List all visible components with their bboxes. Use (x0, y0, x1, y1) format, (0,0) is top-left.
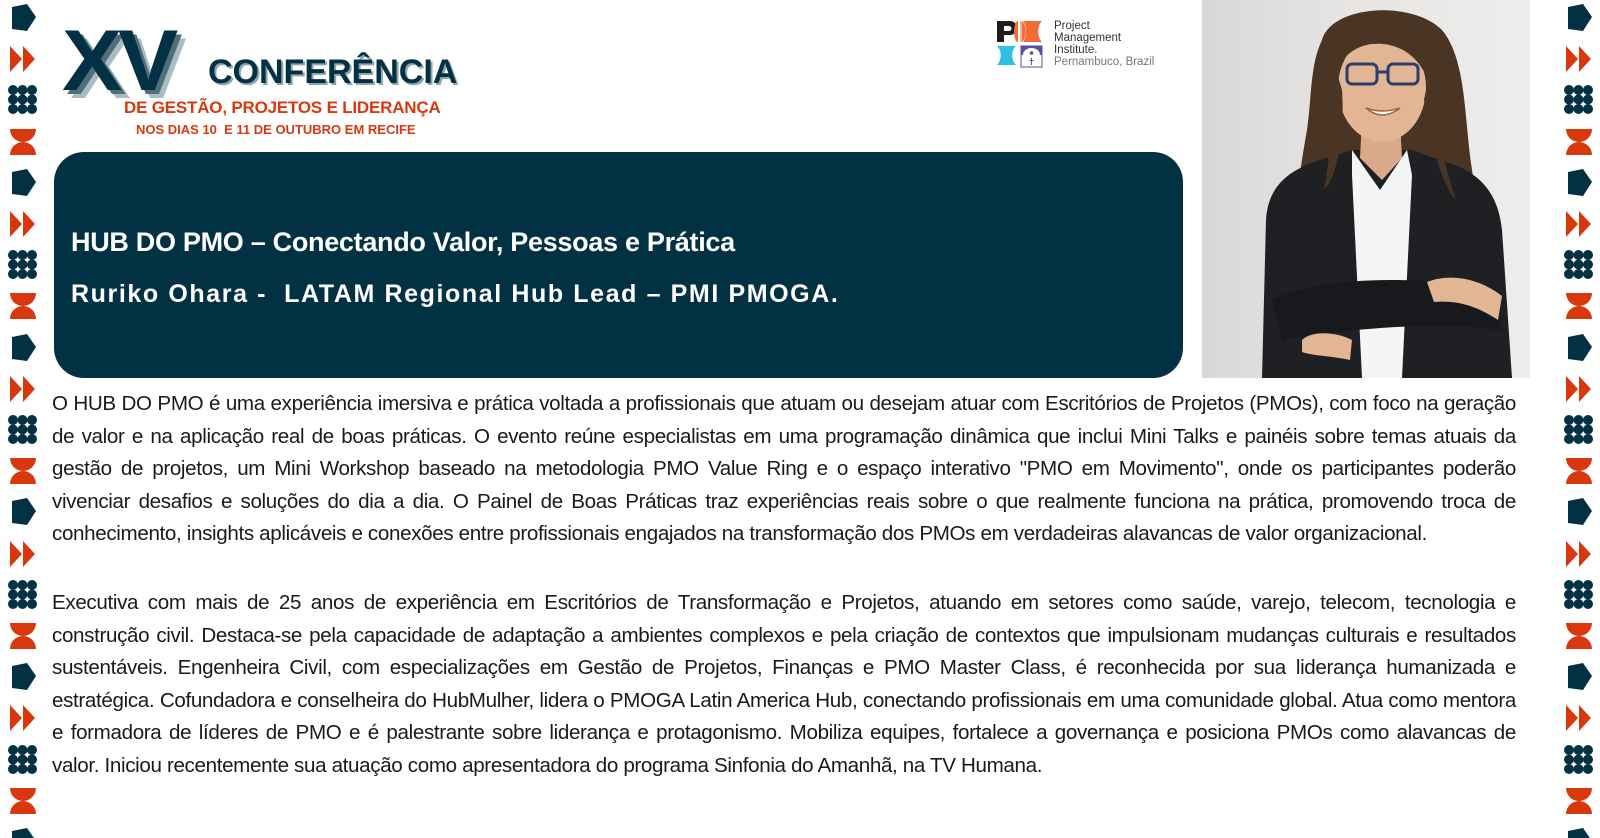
pmi-pernambuco-logo (996, 20, 1166, 72)
hourglass-icon (8, 291, 38, 321)
hourglass-icon (8, 456, 38, 486)
dot-grid-icon (8, 250, 38, 280)
double-arrow-icon (1564, 44, 1594, 74)
pentagon-icon (1564, 497, 1594, 527)
dot-grid-icon (1564, 415, 1594, 445)
dot-grid-icon (8, 85, 38, 115)
double-arrow-icon (8, 539, 38, 569)
double-arrow-icon (8, 44, 38, 74)
event-subtitle: DE GESTÃO, PROJETOS E LIDERANÇA (124, 98, 441, 117)
dot-grid-icon (1564, 250, 1594, 280)
pmi-logo-icon (996, 20, 1048, 68)
dot-grid-icon (8, 415, 38, 445)
edition-numeral: XV (62, 13, 175, 109)
double-arrow-icon (8, 703, 38, 733)
hourglass-icon (8, 786, 38, 816)
double-arrow-icon (1564, 703, 1594, 733)
hourglass-icon (8, 127, 38, 157)
double-arrow-icon (8, 209, 38, 239)
dot-grid-icon (8, 580, 38, 610)
double-arrow-icon (1564, 374, 1594, 404)
event-description: O HUB DO PMO é uma experiência imersiva e prática voltada a profissionais que atuam ou desejam atuar com Escritórios de Projetos (PMOs), com foco na geração de valor e na aplicação real de boas práticas. O evento reúne especialistas em uma programação dinâmica que inclui Mini Talks e painéis sobre temas atuais da gestão de projetos, um Mini Workshop baseado na metodologia PMO Value Ring e o espaço interativo "PMO em Movimento", onde os participantes poderão vivenciar desafios e soluções do dia a dia. O Painel de Boas Práticas traz experiências reais sobre o que realmente funciona na prática, promovendo troca de conhecimento, insights aplicáveis e conexões entre profissionais engajados na transformação dos PMOs em verdadeiras alavancas de valor organizacional. (52, 392, 1516, 545)
speaker-photo (1202, 0, 1530, 378)
speaker-portrait-illustration (1202, 0, 1530, 378)
pentagon-icon (8, 662, 38, 692)
double-arrow-icon (1564, 539, 1594, 569)
right-decoration-column (1564, 0, 1594, 838)
hourglass-icon (1564, 786, 1594, 816)
pentagon-icon (8, 827, 38, 838)
pentagon-icon (8, 3, 38, 33)
speaker-bio: Executiva com mais de 25 anos de experiência em Escritórios de Transformação e Projetos, atuando em setores como saúde, varejo, telecom, tecnologia e construção civil. Destaca-se pela capacidade de adaptação a ambientes complexos e pela criação de contextos que impulsionam mudanças culturais e resultados sustentáveis. Engenheira Civil, com especializações em Gestão de Projetos, Finanças e PMO Master Class, é reconhecida por sua liderança humanizada e estratégica. Cofundadora e conselheira do HubMulher, lidera o PMOGA Latin America Hub, conectando profissionais em uma comunidade global. Atua como mentora e formadora de líderes de PMO e é palestrante sobre liderança e protagonismo. Mobiliza equipes, fortalece a governança e posiciona PMOs como alavancas de valor. Iniciou recentemente sua atuação como apresentadora do programa Sinfonia do Amanhã, na TV Humana. (52, 591, 1516, 777)
pentagon-icon (8, 168, 38, 198)
pentagon-icon (1564, 168, 1594, 198)
hourglass-icon (8, 621, 38, 651)
dot-grid-icon (1564, 85, 1594, 115)
event-name: CONFERÊNCIA (208, 53, 458, 91)
pentagon-icon (8, 333, 38, 363)
event-dates: NOS DIAS 10 E 11 DE OUTUBRO EM RECIFE (136, 122, 416, 137)
speaker-name-role: Ruriko Ohara - LATAM Regional Hub Lead – PMI PMOGA. (71, 280, 840, 308)
pentagon-icon (1564, 3, 1594, 33)
pentagon-icon (1564, 662, 1594, 692)
session-title: HUB DO PMO – Conectando Valor, Pessoas e Prática (71, 227, 735, 257)
double-arrow-icon (1564, 209, 1594, 239)
dot-grid-icon (8, 745, 38, 775)
hourglass-icon (1564, 456, 1594, 486)
left-decoration-column (8, 0, 38, 838)
pentagon-icon (1564, 827, 1594, 838)
double-arrow-icon (8, 374, 38, 404)
hourglass-icon (1564, 127, 1594, 157)
session-banner (54, 152, 1183, 378)
dot-grid-icon (1564, 580, 1594, 610)
pentagon-icon (1564, 333, 1594, 363)
pmi-logo-text: Project Management Institute. Pernambuco, Brazil (1054, 20, 1155, 68)
hourglass-icon (1564, 291, 1594, 321)
hourglass-icon (1564, 621, 1594, 651)
dot-grid-icon (1564, 745, 1594, 775)
pentagon-icon (8, 497, 38, 527)
